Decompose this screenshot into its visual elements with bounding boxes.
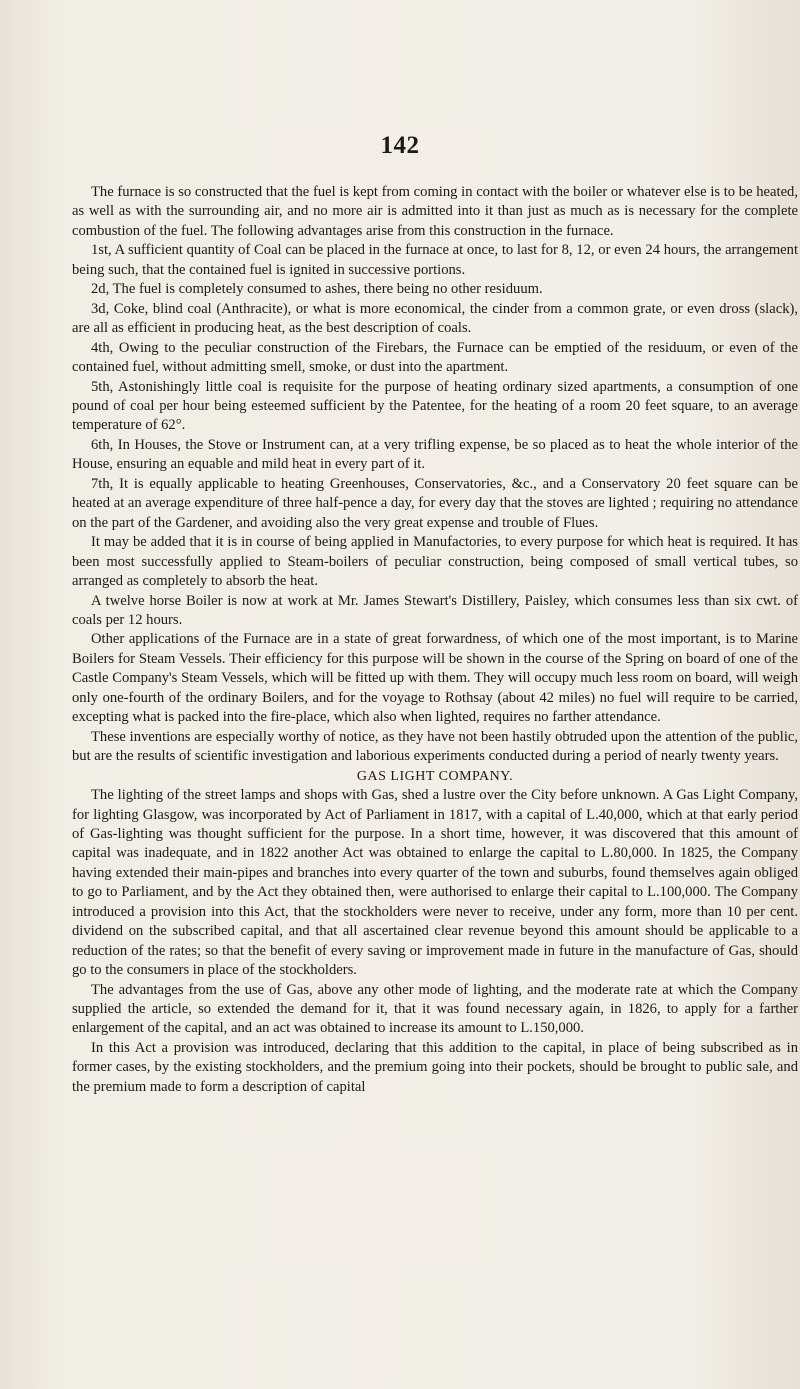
paragraph: Other applications of the Furnace are in a state of great forwardness, of which one of the most important, is to Marine Boilers for Steam Vessels. Their efficiency for this purpose will be shown in the course of the Spring on board of one of the Castle Company's Steam Vessels, which will be fitted up with them. They will occupy much less room on board, will weigh only one-fourth of the ordinary Boilers, and for the voyage to Rothsay (about 42 miles) no fuel will require to be carried, excepting what is packed into the fire-place, which also when lighted, requires no farther attendance. xyxy=(72,631,798,726)
paragraph: 5th, Astonishingly little coal is requisite for the purpose of heating ordinary sized apartments, a consumption of one pound of coal per hour being esteemed sufficient by the Patentee, for the heating of a room 20 feet square, to an average temperature of 62°. xyxy=(72,378,798,434)
paragraph: 4th, Owing to the peculiar construction of the Firebars, the Furnace can be emptied of the residuum, or even of the contained fuel, without admitting smell, smoke, or dust into the apartment. xyxy=(72,339,798,376)
section-heading: GAS LIGHT COMPANY. xyxy=(356,768,514,784)
paragraph: The advantages from the use of Gas, above any other mode of lighting, and the moderate rate at which the Company supplied the article, so extended the demand for it, that it was found necessary again, in 1826, to apply for a farther enlargement of the capital, and an act was obtained to increase its amount to L.150,000. xyxy=(72,981,798,1037)
paragraph: In this Act a provision was introduced, declaring that this addition to the capital, in place of being subscribed as in former cases, by the existing stockholders, and the premium going into their pockets, should be brought to public sale, and the premium made to form a description of capital xyxy=(72,1039,798,1095)
page-body xyxy=(72,183,798,1097)
paragraph: These inventions are especially worthy of notice, as they have not been hastily obtruded upon the attention of the public, but are the results of scientific investigation and laborious experiments conducted during a period of nearly twenty years. xyxy=(72,728,798,765)
paragraph: 2d, The fuel is completely consumed to ashes, there being no other residuum. xyxy=(91,281,543,298)
paragraph: The furnace is so constructed that the fuel is kept from coming in contact with the boiler or whatever else is to be heated, as well as with the surrounding air, and no more air is admitted into it than just as much as is necessary for the complete combustion of the fuel. The following advantages arise from this construction in the furnace. xyxy=(72,184,798,239)
paragraph: A twelve horse Boiler is now at work at Mr. James Stewart's Distillery, Paisley, which consumes less than six cwt. of coals per 12 hours. xyxy=(72,592,798,628)
paragraph: It may be added that it is in course of being applied in Manufactories, to every purpose for which heat is required. It has been most successfully applied to Steam-boilers of peculiar construction, being composed of small vertical tubes, so arranged as completely to absorb the heat. xyxy=(72,534,798,590)
paragraph: 7th, It is equally applicable to heating Greenhouses, Conservatories, &c., and a Conservatory 20 feet square can be heated at an average expenditure of three half-pence a day, for every day that the stoves are lighted ; requiring no attendance on the part of the Gardener, and avoiding also the very great expense and trouble of Flues. xyxy=(72,475,798,531)
paragraph: 1st, A sufficient quantity of Coal can be placed in the furnace at once, to last for 8, 12, or even 24 hours, the arrangement being such, that the contained fuel is ignited in successive portions. xyxy=(72,242,798,278)
paragraph: 6th, In Houses, the Stove or Instrument can, at a very trifling expense, be so placed as to heat the whole interior of the House, ensuring an equable and mild heat in every part of it. xyxy=(72,436,798,473)
page-number: 142 xyxy=(380,132,420,159)
paragraph: The lighting of the street lamps and shops with Gas, shed a lustre over the City before unknown. A Gas Light Company, for lighting Glasgow, was incorporated by Act of Parliament in 1817, with a capital of L.40,000, which at that early period of Gas-lighting was thought sufficient for the purpose. In a short time, however, it was discovered that this amount of capital was inadequate, and in 1822 another Act was obtained to enlarge the capital to L.80,000. In 1825, the Company having extended their main-pipes and branches into every quarter of the town and suburbs, found themselves again obliged to go to Parliament, and by the Act they obtained then, were authorised to enlarge their capital to L.100,000. The Company introduced a provision into this Act, that the stockholders were never to receive, under any form, more than 10 per cent. dividend on the subscribed capital, and that all ascertained clear revenue beyond this amount should be applicable to a reduction of the rates; so that the benefit of every saving or improvement made in future in the manufacture of Gas, should go to the consumers in place of the stockholders. xyxy=(72,787,798,979)
paragraph: 3d, Coke, blind coal (Anthracite), or what is more economical, the cinder from a common grate, or even dross (slack), are all as efficient in producing heat, as the best description of coals. xyxy=(72,300,798,337)
